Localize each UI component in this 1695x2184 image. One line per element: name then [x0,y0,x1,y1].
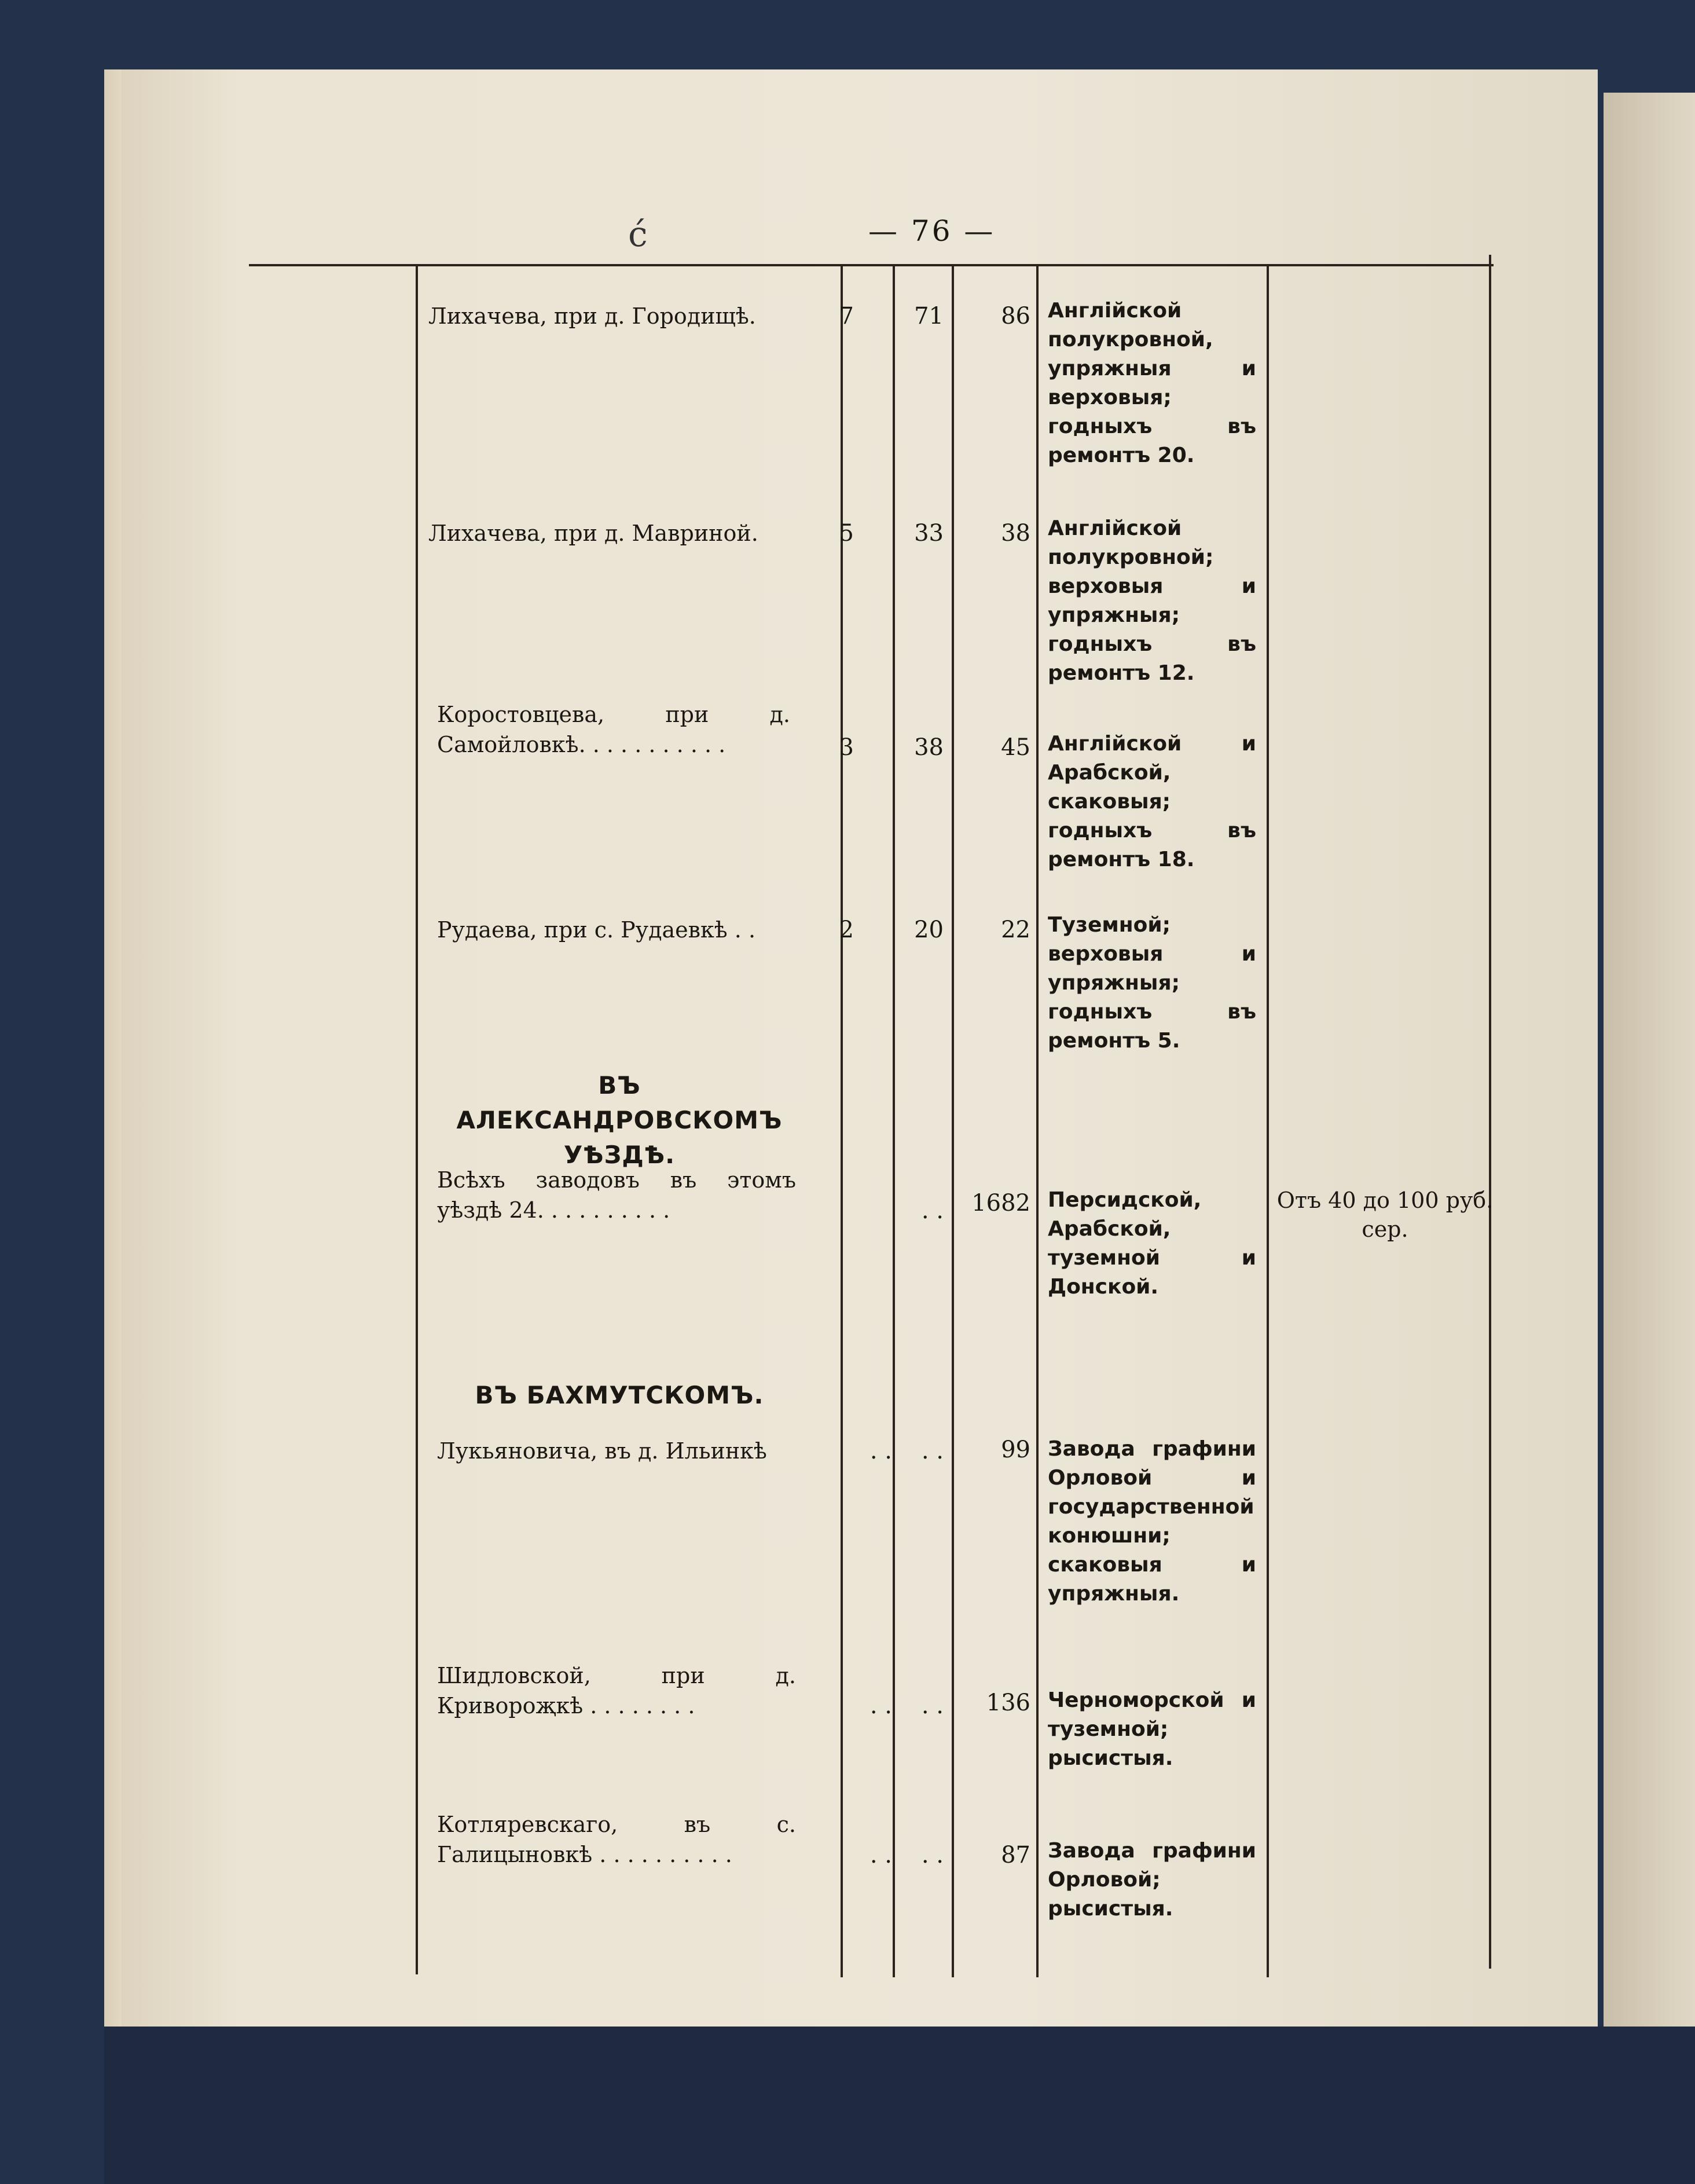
table-cell-breed: Завода графини Орловой; рысистыя. [1048,1839,1256,1921]
pencil-mark: ć [628,214,648,255]
table-cell-breed: Туземной; верховыя и упряжныя; годныхъ въ ремонтъ 5. [1048,913,1256,1053]
table-cell-number: 33 [914,520,944,547]
table-cell-number: 5 [839,520,854,547]
table-row-name: Шидловской, при д. Кривороҗкѣ . . . . . . . . [437,1663,796,1718]
table-row-name: Всѣхъ заводовъ въ этомъ уѣздѣ 24. . . . . . . . . . [437,1167,796,1223]
table-row-name: Лихачева, при д. Мавриной. [428,521,758,546]
table-cell-dots: . . . . [869,1438,944,1464]
column-rule-4 [952,266,954,1977]
table-cell-number: 87 [1001,1842,1030,1868]
bleed-through-text [370,324,1528,469]
table-top-rule [249,264,1494,266]
table-cell-number: 71 [914,303,944,329]
table-cell-number: 38 [914,734,944,761]
table-cell-number: 7 [839,303,854,329]
table-cell-number: 20 [914,917,944,943]
table-cell-breed: Англiйской и Арабской, скаковыя; годныхъ въ ремонтъ 18. [1048,732,1256,871]
table-cell-breed: Англiйской полукровной; верховыя и упряжныя; годныхъ въ ремонтъ 12. [1048,516,1256,685]
table-cell-breed: Завода графини Орловой и государственной конюшни; скаковыя и упряжныя. [1048,1437,1256,1606]
section-heading: ВЪ АЛЕКСАНДРОВСКОМЪ УѢЗДѢ. [456,1071,783,1169]
table-cell-dots: . . . . [869,1692,944,1719]
table-row-name: Котляревскаго, въ с. Галицыновкѣ . . . . . . . . . . [437,1812,796,1867]
table-cell-breed: Черноморской и туземной; рысистыя. [1048,1688,1256,1770]
table-row-name: Рудаева, при с. Рудаевкѣ . . [437,917,756,943]
page-number: — 76 — [868,214,996,248]
table-cell-dots: . . . . [869,1842,944,1868]
table-cell-number: 38 [1001,520,1030,547]
table-row-name: Лукьяновича, въ д. Ильинкѣ [437,1438,767,1464]
table-cell-number: 2 [839,917,854,943]
table-cell-number: 3 [839,734,854,761]
column-rule-1 [416,266,418,1974]
table-cell-number: 22 [1001,917,1030,943]
table-cell-number: 86 [1001,303,1030,329]
table-cell-price: Отъ 40 до 100 руб. сер. [1276,1188,1494,1242]
column-rule-6 [1267,266,1269,1977]
table-cell-breed: Англiйской полукровной, упряжныя и верховыя; годныхъ въ ремонтъ 20. [1048,299,1256,467]
table-cell-dots: . . [921,1197,944,1224]
section-heading: ВЪ БАХМУТСКОМЪ. [475,1381,764,1409]
table-cell-number: 136 [986,1690,1030,1716]
table-cell-number: 99 [1001,1437,1030,1463]
table-cell-breed: Персидской, Арабской, туземной и Донской. [1048,1188,1256,1299]
table-row-name: Лихачева, при д. Городищѣ. [428,303,756,329]
table-row-name: Коростовцева, при д. Самойловкѣ. . . . . . . . . . . [437,702,790,757]
column-rule-7 [1489,255,1491,1969]
table-cell-number: 45 [1001,734,1030,761]
table-cell-number: 1682 [971,1190,1030,1216]
column-rule-5 [1036,266,1039,1977]
